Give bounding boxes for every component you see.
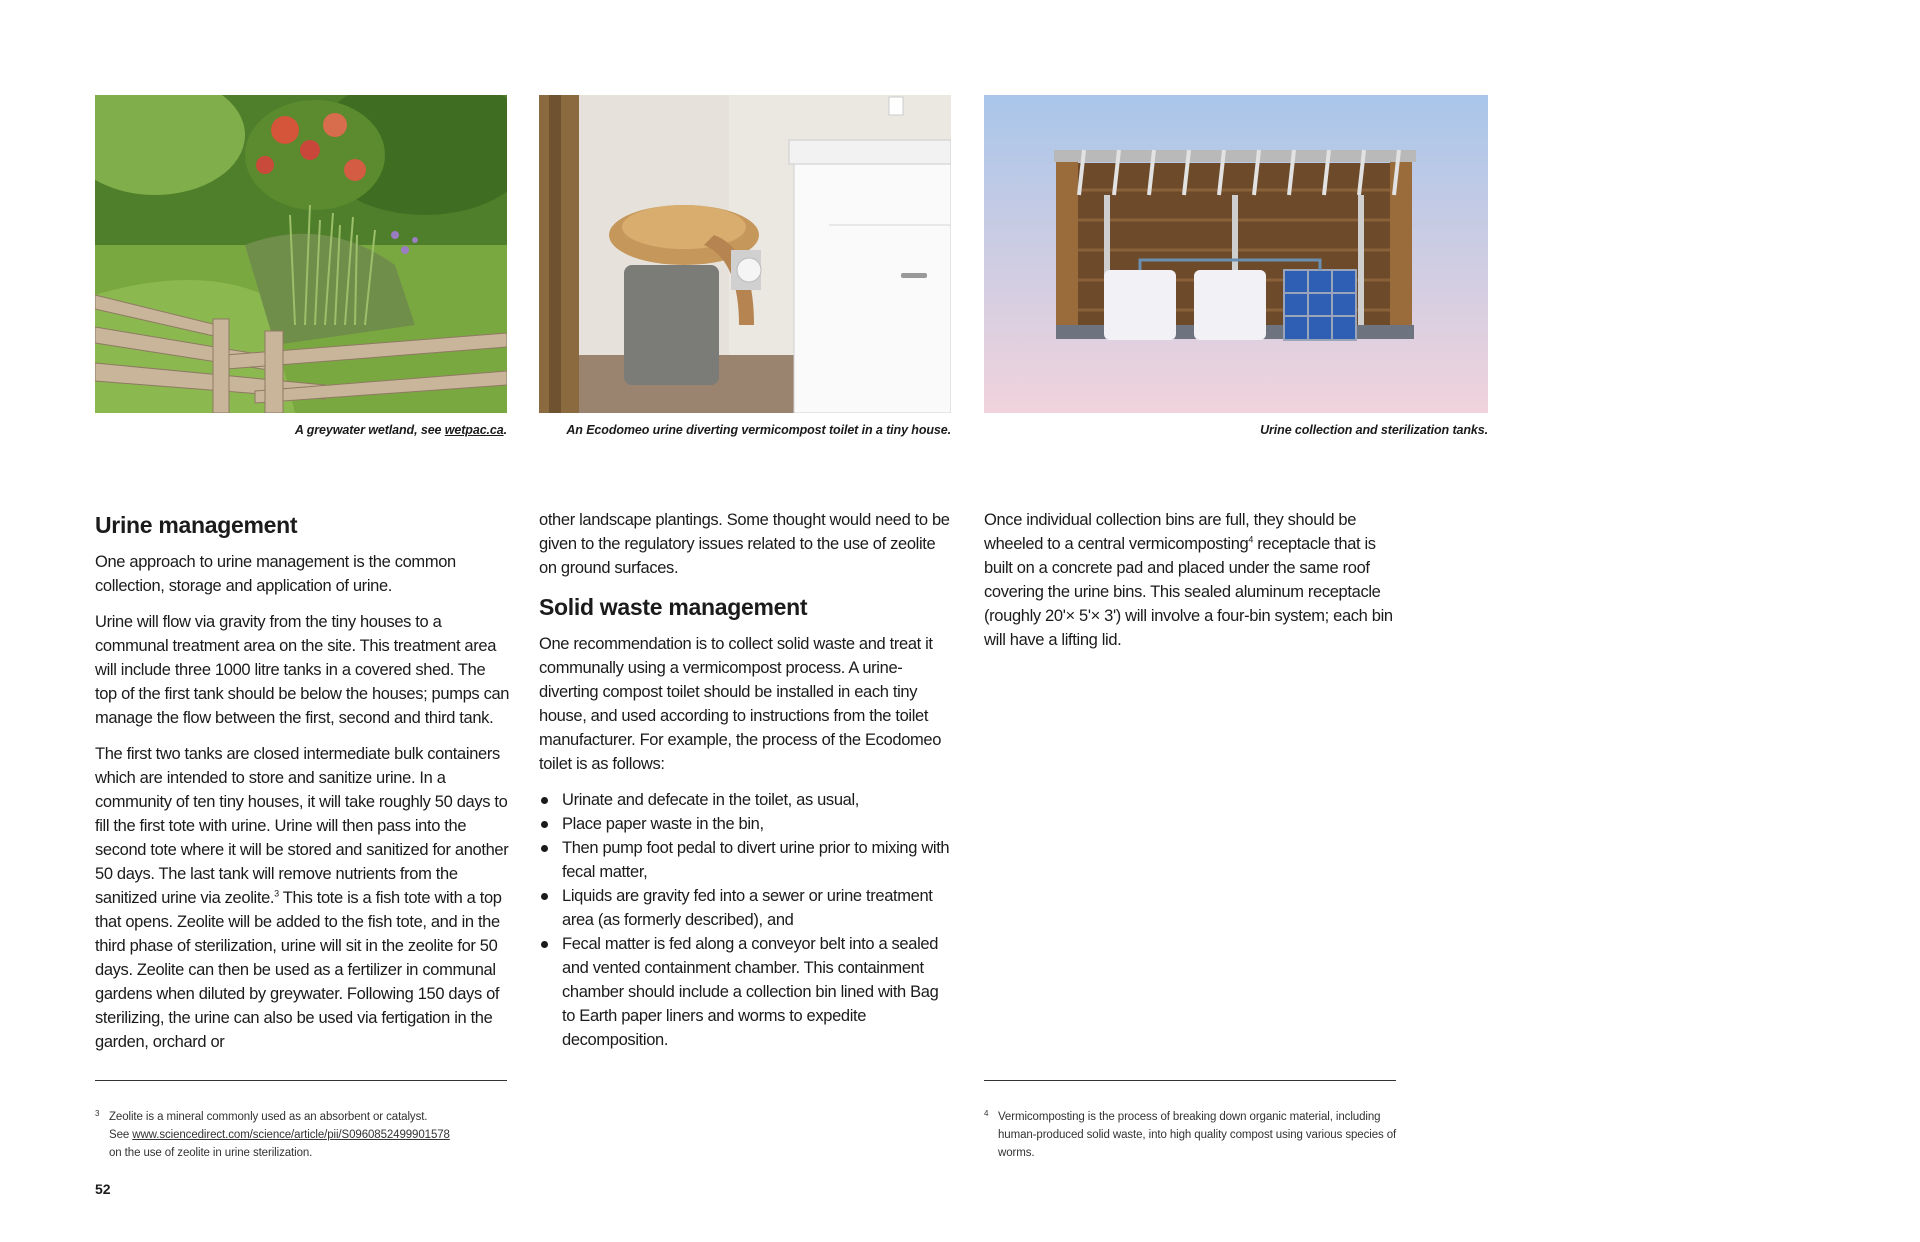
page-number: 52 <box>95 1181 111 1197</box>
bullet-icon <box>541 893 548 900</box>
photo-caption: Urine collection and sterilization tanks. <box>1260 423 1488 437</box>
section-heading-urine: Urine management <box>95 512 298 538</box>
column-vermicomposting <box>984 508 1404 664</box>
paragraph: One approach to urine management is the common collection, storage and application of urine. <box>95 553 456 595</box>
greywater-wetland-photo <box>95 95 507 413</box>
paragraph: other landscape plantings. Some thought would need to be given to the regulatory issues related to the use of zeolite on ground surfaces. <box>539 511 950 577</box>
list-item: Place paper waste in the bin, <box>539 812 954 836</box>
paragraph: Once individual collection bins are full, they should be wheeled to a central vermicomposting$^4$ receptacle that is built on a concrete pad and placed under the same roof covering the urine bins. This sealed aluminum receptacle (roughly 20'× 5'× 3') will involve a four-bin system; each bin will have a lifting lid. <box>984 511 1393 649</box>
list-item: Then pump foot pedal to divert urine prior to mixing with fecal matter, <box>539 836 954 884</box>
footnote-4: 4 Vermicomposting is the process of breaking down organic material, including human-produced solid waste, into high quality compost using various species of worms. <box>984 1108 1404 1162</box>
sciencedirect-link[interactable]: www.sciencedirect.com/science/article/pii/S0960852499901578 <box>132 1129 450 1141</box>
list-item: Liquids are gravity fed into a sewer or urine treatment area (as formerly described), and <box>539 884 954 932</box>
section-heading-solid-waste: Solid waste management <box>539 594 808 620</box>
bullet-icon <box>541 797 548 804</box>
wetpac-link[interactable]: wetpac.ca <box>444 423 504 437</box>
paragraph: One recommendation is to collect solid waste and treat it communally using a vermicompost process. A urine-diverting compost toilet should be installed in each tiny house, and used according to instructions from the toilet manufacturer. For example, the process of the Ecodomeo toilet is as follows: <box>539 635 942 773</box>
photo-caption: A greywater wetland, see wetpac.ca. <box>294 423 507 437</box>
bullet-icon <box>541 821 548 828</box>
bullet-icon <box>541 845 548 852</box>
ecodomeo-toilet-photo <box>539 95 951 413</box>
column-solid-waste <box>539 508 954 1052</box>
process-list <box>539 788 954 1052</box>
footnote-divider <box>984 1080 1396 1081</box>
list-item: Fecal matter is fed along a conveyor belt into a sealed and vented containment chamber. This containment chamber should include a collection bin lined with Bag to Earth paper liners and worms to expedite decomposition. <box>539 932 954 1052</box>
photo-caption: An Ecodomeo urine diverting vermicompost toilet in a tiny house. <box>566 423 951 437</box>
urine-tanks-render <box>984 95 1488 413</box>
footnote-3: 3 Zeolite is a mineral commonly used as an absorbent or catalyst. See www.sciencedirect.com/science/article/pii/S0960852499901578 on the use of zeolite in urine sterilization. <box>95 1108 507 1162</box>
footnote-ref[interactable]: 4 <box>1248 534 1254 545</box>
paragraph: Urine will flow via gravity from the tiny houses to a communal treatment area on the site. This treatment area will include three 1000 litre tanks in a covered shed. The top of the first tank should be below the houses; pumps can manage the flow between the first, second and third tank. <box>95 613 510 727</box>
paragraph: The first two tanks are closed intermediate bulk containers which are intended to store and sanitize urine. In a community of ten tiny houses, it will take roughly 50 days to fill the first tote with urine. Urine will then pass into the second tote where it will be stored and sanitized for another 50 days. The last tank will remove nutrients from the sanitized urine via zeolite.$^3$ This tote is a fish tote with a top that opens. Zeolite will be added to the fish tote, and in the third phase of sterilization, urine will sit in the zeolite for 50 days. Zeolite can then be used as a fertilizer in communal gardens when diluted by greywater. Following 150 days of sterilizing, the urine can also be used via fertigation in the garden, orchard or <box>95 745 509 1051</box>
footnote-number: 4 <box>984 1109 989 1118</box>
footnote-divider <box>95 1080 507 1081</box>
bullet-icon <box>541 941 548 948</box>
footnote-ref[interactable]: 3 <box>274 888 279 899</box>
column-urine-management <box>95 510 510 1066</box>
footnote-number: 3 <box>95 1109 100 1118</box>
list-item: Urinate and defecate in the toilet, as usual, <box>539 788 954 812</box>
